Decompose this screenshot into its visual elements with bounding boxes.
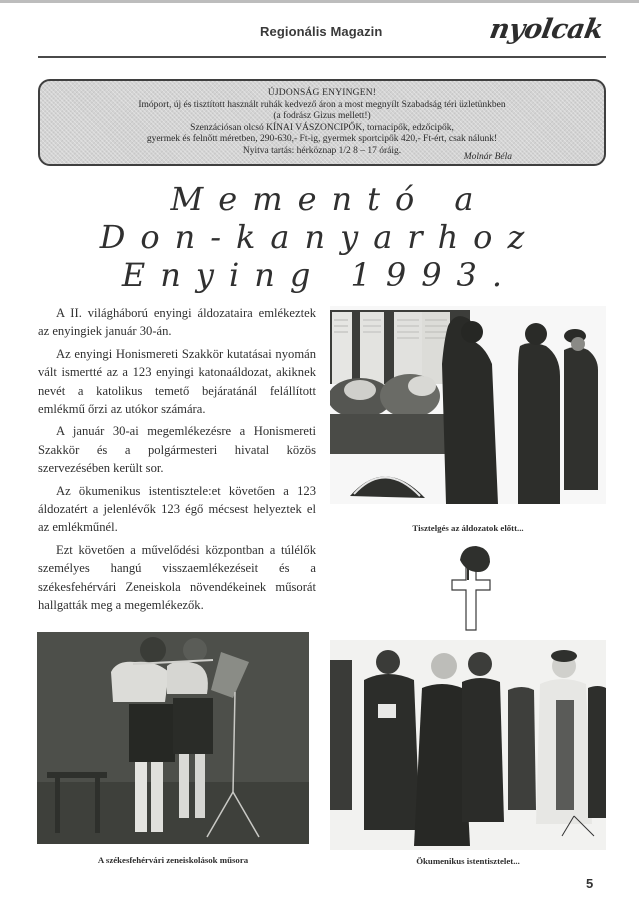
advertisement-notice-box [38, 79, 606, 166]
article-paragraph: Az enyingi Honismereti Szakkör kutatásai nyomán vált ismertté az a 123 enyingi katonaáldozat, akiknek nevét a katolikus temető bejáratánál felállított emlékmű őrzi az utókor számára. [38, 346, 316, 417]
title-line: Mementó a [170, 180, 489, 218]
service-photo-caption: Ökumenikus istentisztelet... [416, 856, 520, 866]
music-scene-illustration [37, 632, 309, 844]
memorial-scene-illustration [330, 306, 606, 504]
magazine-title: Regionális Magazin [260, 24, 383, 39]
notice-line: Szenzációsan olcsó KÍNAI VÁSZONCIPŐK, tornacipők, edzőcipők, [190, 122, 454, 133]
title-line: Enying 1993. [121, 256, 518, 294]
memorial-photo [330, 306, 606, 504]
ecumenical-service-photo [330, 640, 606, 850]
music-performance-photo [37, 632, 309, 844]
helmet-on-cross-icon [438, 540, 500, 632]
title-line: Don-kanyarhoz [99, 218, 540, 256]
header-divider [38, 56, 606, 58]
notice-line: Imóport, új és tisztított használt ruhák kedvező áron a most megnyílt Szabadság téri üzletünkben [138, 99, 506, 110]
page-number: 5 [586, 876, 594, 891]
article-body [38, 304, 316, 619]
service-scene-illustration [330, 640, 606, 850]
notice-line: Nyitva tartás: hérköznap 1/2 8 – 17 óráig. [242, 145, 402, 156]
notice-line: gyermek és felnőtt méretben, 290-630,- Ft-ig, gyermek sportcipők 420,- Ft-ért, csak nálunk! [146, 134, 498, 145]
article-paragraph: A II. világháború enyingi áldozataira emlékeztek az enyingiek január 30-án. [38, 306, 316, 339]
article-paragraph: A január 30-ai megemlékezésre a Honismereti Szakkör és a polgármesteri hivatal közös szervezésében került sor. [38, 424, 316, 476]
page-header [38, 0, 606, 58]
article-paragraph: Az ökumenikus istentisztele:et követően a 123 áldozatért a jelenlévők 123 égő mécsest helyeztek el az emlékműnél. [38, 483, 316, 535]
notice-signature: Molnár Béla [463, 152, 512, 162]
magazine-logo: nyolcak [487, 14, 606, 45]
notice-headline: ÚJDONSÁG ENYINGEN! [267, 88, 377, 98]
article-title [0, 180, 639, 294]
memorial-photo-caption: Tisztelgés az áldozatok előtt... [412, 523, 524, 533]
notice-line: (a fodrász Gizus mellett!) [273, 111, 371, 122]
article-paragraph: Ezt követően a művelődési központban a túlélők személyes hangú visszaemlékezéseit és a székesfehérvári Zeneiskola növendékeinek műsorát hallgatták meg a megemlékezők. [38, 542, 316, 613]
music-photo-caption: A székesfehérvári zeneiskolások műsora [97, 855, 249, 865]
